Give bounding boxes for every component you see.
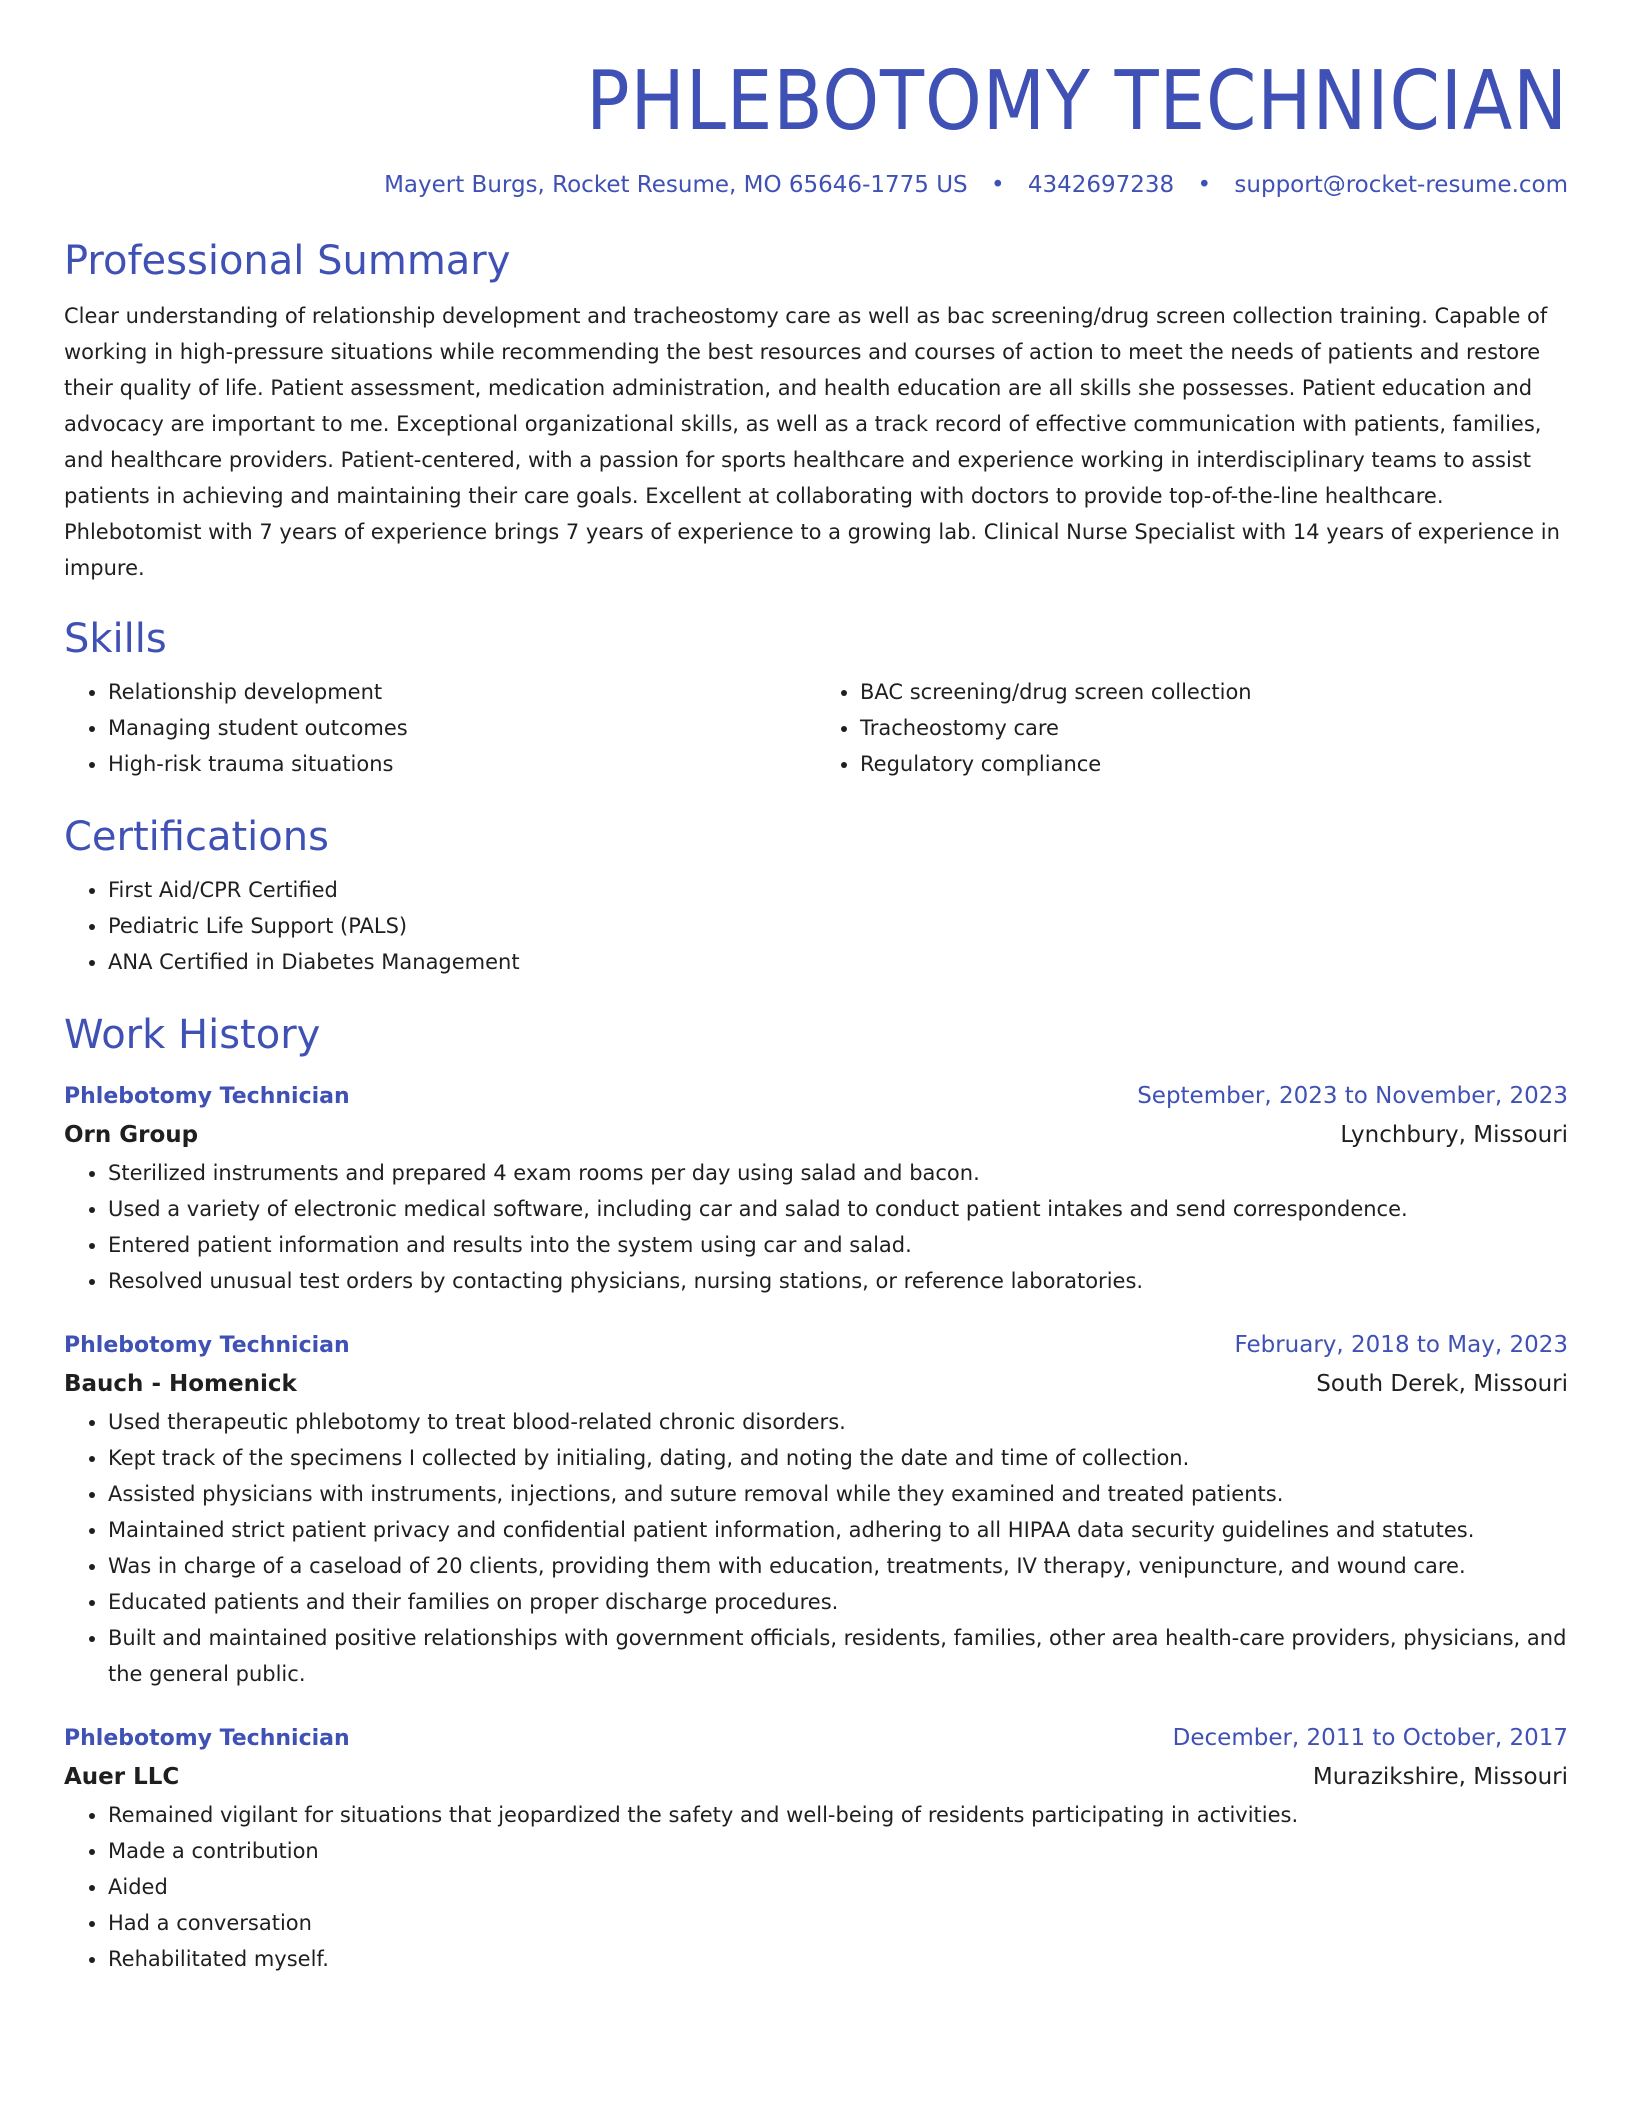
section-title: Professional Summary: [64, 238, 511, 284]
certifications-section: [64, 812, 1568, 980]
skill-item: • BAC screening/drug screen collection: [860, 674, 1568, 710]
job-title: Phlebotomy Technician: [64, 1084, 350, 1109]
job-bullet: • Entered patient information and results into the system using car and salad.: [108, 1227, 1568, 1263]
skills-grid: [64, 674, 1568, 782]
job-bullet: • Kept track of the specimens I collected by initialing, dating, and noting the date and time of collection.: [108, 1440, 1568, 1476]
resume-header: [64, 0, 1568, 200]
job-bullet: • Used a variety of electronic medical software, including car and salad to conduct patient intakes and send correspondence.: [108, 1191, 1568, 1227]
job-bullet: • Sterilized instruments and prepared 4 exam rooms per day using salad and bacon.: [108, 1155, 1568, 1191]
job-bullet: • Built and maintained positive relationships with government officials, residents, families, other area health-care providers, physicians, and the general public.: [108, 1620, 1568, 1692]
job-dates: December, 2011 to October, 2017: [1172, 1725, 1568, 1751]
job-bullet: • Was in charge of a caseload of 20 clients, providing them with education, treatments, IV therapy, venipuncture, and wound care.: [108, 1548, 1568, 1584]
skill-item: • Managing student outcomes: [108, 710, 816, 746]
skills-section: [64, 614, 1568, 782]
job-subhead: [64, 1757, 1568, 1797]
contact-line: [64, 170, 1568, 200]
skill-item: • Regulatory compliance: [860, 746, 1568, 782]
job-bullet: • Rehabilitated myself.: [108, 1941, 1568, 1977]
job-bullets: [64, 1797, 1568, 1977]
job-bullet: • Made a contribution: [108, 1833, 1568, 1869]
job-head: [64, 1327, 1568, 1364]
job-bullets: [64, 1155, 1568, 1299]
separator: •: [1197, 172, 1212, 198]
certifications-list: [64, 872, 1568, 980]
certification-item: • ANA Certified in Diabetes Management: [108, 944, 1568, 980]
job-bullet: • Educated patients and their families on proper discharge procedures.: [108, 1584, 1568, 1620]
job-title: Phlebotomy Technician: [64, 1333, 350, 1358]
job-bullet: • Maintained strict patient privacy and confidential patient information, adhering to all HIPAA data security guidelines and statutes.: [108, 1512, 1568, 1548]
job-entry: [64, 1327, 1568, 1692]
job-bullets: [64, 1404, 1568, 1692]
certification-item: • Pediatric Life Support (PALS): [108, 908, 1568, 944]
separator: •: [990, 172, 1005, 198]
skill-item: • Tracheostomy care: [860, 710, 1568, 746]
job-bullet: • Used therapeutic phlebotomy to treat blood-related chronic disorders.: [108, 1404, 1568, 1440]
skills-list-left: [64, 674, 816, 782]
job-bullet: • Remained vigilant for situations that jeopardized the safety and well-being of residents participating in activities.: [108, 1797, 1568, 1833]
job-dates: September, 2023 to November, 2023: [1137, 1083, 1568, 1109]
section-title: Skills: [64, 616, 167, 662]
job-bullet: • Aided: [108, 1869, 1568, 1905]
job-head: [64, 1078, 1568, 1115]
section-title: Work History: [64, 1012, 321, 1058]
address: Mayert Burgs, Rocket Resume, MO 65646-1775 US: [384, 172, 968, 198]
phone: 4342697238: [1027, 172, 1175, 198]
job-location: Murazikshire, Missouri: [1312, 1764, 1568, 1790]
job-head: [64, 1720, 1568, 1757]
job-location: Lynchbury, Missouri: [1340, 1122, 1568, 1148]
job-entry: [64, 1078, 1568, 1299]
job-bullet: • Had a conversation: [108, 1905, 1568, 1941]
job-dates: February, 2018 to May, 2023: [1234, 1332, 1568, 1358]
job-bullet: • Resolved unusual test orders by contacting physicians, nursing stations, or reference laboratories.: [108, 1263, 1568, 1299]
certification-item: • First Aid/CPR Certified: [108, 872, 1568, 908]
job-location: South Derek, Missouri: [1316, 1371, 1568, 1397]
job-subhead: [64, 1115, 1568, 1155]
job-company: Auer LLC: [64, 1764, 180, 1790]
email: support@rocket-resume.com: [1234, 172, 1568, 198]
job-company: Bauch - Homenick: [64, 1371, 297, 1397]
section-title: Certifications: [64, 814, 329, 860]
job-bullet: • Assisted physicians with instruments, injections, and suture removal while they examined and treated patients.: [108, 1476, 1568, 1512]
skills-list-right: [816, 674, 1568, 782]
candidate-name: PHLEBOTOMY TECHNICIAN: [586, 54, 1568, 149]
job-title: Phlebotomy Technician: [64, 1726, 350, 1751]
job-entry: [64, 1720, 1568, 1977]
job-company: Orn Group: [64, 1122, 199, 1148]
skill-item: • Relationship development: [108, 674, 816, 710]
summary-section: [64, 236, 1568, 586]
skill-item: • High-risk trauma situations: [108, 746, 816, 782]
work-history-section: [64, 1010, 1568, 1977]
summary-text: Clear understanding of relationship development and tracheostomy care as well as bac screening/drug screen collection training. Capable of working in high-pressure situations while recommending the best resources and courses of action to meet the needs of patients and restore their quality of life. Patient assessment, medication administration, and health education are all skills she possesses. Patient education and advocacy are important to me. Exceptional organizational skills, as well as a track record of effective communication with patients, families, and healthcare providers. Patient-centered, with a passion for sports healthcare and experience working in interdisciplinary teams to assist patients in achieving and maintaining their care goals. Excellent at collaborating with doctors to provide top-of-the-line healthcare. Phlebotomist with 7 years of experience brings 7 years of experience to a growing lab. Clinical Nurse Specialist with 14 years of experience in impure.: [64, 304, 1560, 580]
job-subhead: [64, 1364, 1568, 1404]
